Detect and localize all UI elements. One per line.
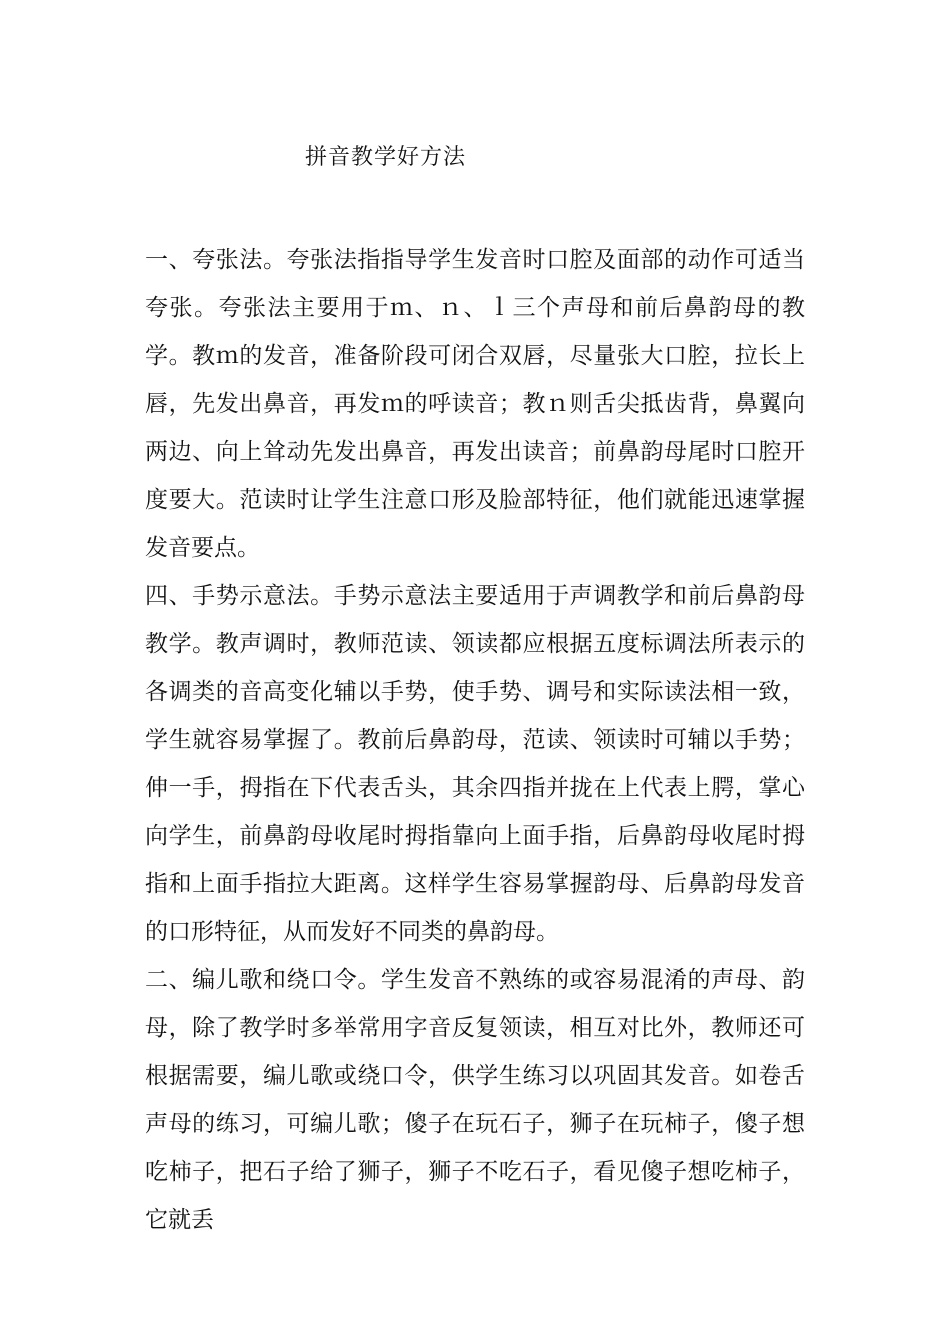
paragraph-exaggeration-method: 一、夸张法。夸张法指指导学生发音时口腔及面部的动作可适当夸张。夸张法主要用于ｍ、ｎ、ｌ三个声母和前后鼻韵母的教学。教ｍ的发音，准备阶段可闭合双唇，尽量张大口腔，拉长上唇，先发出鼻音，再发ｍ的呼读音；教ｎ则舌尖抵齿背，鼻翼向两边、向上耸动先发出鼻音，再发出读音；前鼻韵母尾时口腔开度要大。范读时让学生注意口形及脸部特征，他们就能迅速掌握发音要点。 (145, 247, 805, 561)
paragraph-rhymes-tongue-twisters: 二、编儿歌和绕口令。学生发音不熟练的或容易混淆的声母、韵母，除了教学时多举常用字音反复领读，相互对比外，教师还可根据需要，编儿歌或绕口令，供学生练习以巩固其发音。如卷舌声母的练习，可编儿歌；傻子在玩石子，狮子在玩柿子，傻子想吃柿子，把石子给了狮子，狮子不吃石子，看见傻子想吃柿子，它就丢 (145, 967, 805, 1233)
document-body (145, 236, 805, 1244)
paragraph-gesture-method: 四、手势示意法。手势示意法主要适用于声调教学和前后鼻韵母教学。教声调时，教师范读、领读都应根据五度标调法所表示的各调类的音高变化辅以手势，使手势、调号和实际读法相一致，学生就容易掌握了。教前后鼻韵母，范读、领读时可辅以手势；伸一手，拇指在下代表舌头，其余四指并拢在上代表上腭，掌心向学生，前鼻韵母收尾时拇指靠向上面手指，后鼻韵母收尾时拇指和上面手指拉大距离。这样学生容易掌握韵母、后鼻韵母发音的口形特征，从而发好不同类的鼻韵母。 (145, 583, 805, 945)
document-title: 拼音教学好方法 (305, 145, 467, 170)
